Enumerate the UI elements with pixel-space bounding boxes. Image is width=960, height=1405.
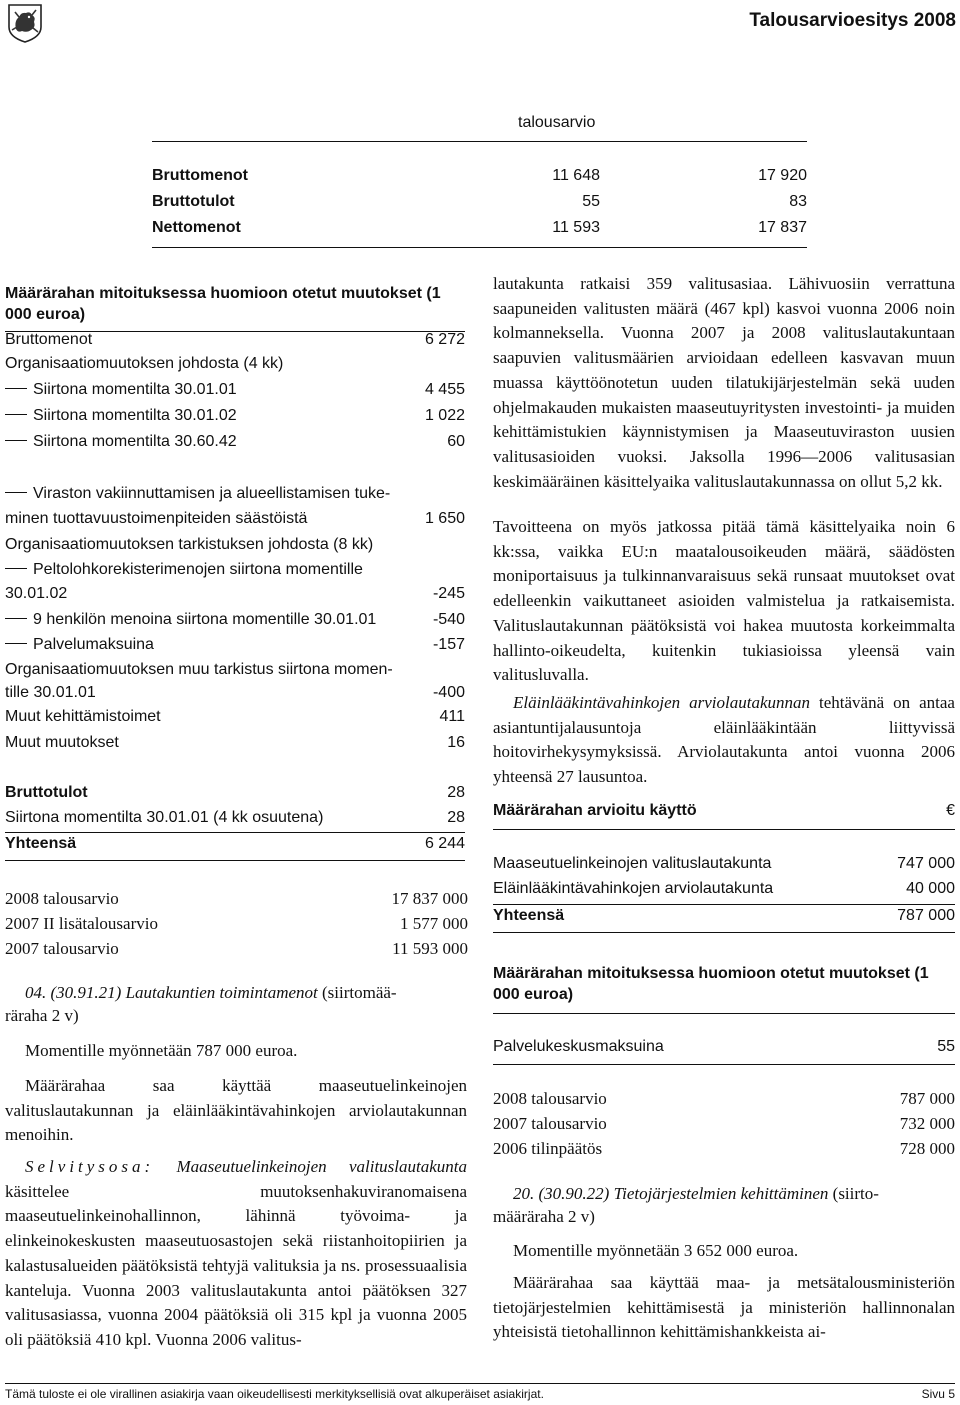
budget-value: 732 000 [899, 1114, 955, 1133]
usage-total-label: Yhteensä [493, 907, 565, 924]
usage-total-bottom-rule [493, 932, 955, 933]
section-04-usage: Määrärahaa saa käyttää maaseutuelinkeinojen valituslautakunnan ja eläinlääkintävahinkojen arviolautakunnan menoihin. [5, 1076, 467, 1144]
bruttomenot-value: 6 272 [424, 331, 465, 348]
bruttotulot-label: Bruttotulot [5, 784, 88, 801]
palvelu-row: Palvelumaksuina [5, 636, 154, 654]
top-row-value: 17 837 [758, 219, 807, 236]
usage-row-value: 747 000 [897, 855, 955, 872]
palvelukeskus-rule [493, 1064, 955, 1065]
palvelukeskus-value: 55 [937, 1038, 955, 1055]
left-total-label: Yhteensä [5, 835, 77, 852]
viraston-row: Viraston vakiinnuttamisen ja alueellistamisen tuke- [5, 485, 390, 503]
right-changes-title: Määrärahan mitoituksessa huomioon otetut muutokset (1 000 euroa) [493, 965, 929, 1003]
top-row-value: 83 [789, 193, 807, 210]
top-row-label: Nettomenot [152, 219, 241, 236]
usage-title: Määrärahan arvioitu käyttö [493, 802, 697, 819]
org-change-label: Organisaatiomuutoksen johdosta (4 kk) [5, 355, 284, 372]
transfer-value: 4 455 [424, 381, 465, 398]
section-20-usage: Määrärahaa saa käyttää maa- ja metsätalousministeriön tietojärjestelmien kehittämisestä ja ministeriön hallinnonalan yhteisistä tietohallinnon kehittämishankkeista ai- [493, 1273, 955, 1342]
usage-rule [493, 829, 955, 830]
right-paragraph-1: lautakunta ratkaisi 359 valitusasiaa. Lähivuosiin verrattuna saapuneiden valitusten määrä (467 kpl) kasvoi vuonna 2006 noin kolmanneksella. Vuonna 2007 ja 2008 valituslautakuntaan saapuvien valitusmäärien arvioidaan edelleen kasvavan muun muassa käyttöönotetun uuden tilatukijärjestelmän sekä uuden ohjelmakauden mukaisten maaseutuyritysten investointi- ja muiden kehittämistukien käynnistymisen ja Maaseutuviraston uusien valitusasioiden vuoksi. Jaksolla 1996—2006 valitusasian keskimääräinen käsittelyaika valituslautakunnassa on ollut 5,2 kk. [493, 274, 955, 491]
budget-row [493, 1139, 955, 1159]
logo-emblem [5, 3, 45, 43]
transfer-row: Siirtona momentilta 30.60.42 [5, 433, 237, 451]
muut-value: 16 [447, 734, 465, 751]
bruttotulot-value: 28 [447, 784, 465, 801]
kehitys-label: Muut kehittämistoimet [5, 708, 161, 725]
palvelukeskus-label: Palvelukeskusmaksuina [493, 1038, 664, 1055]
left-total-rule [5, 832, 465, 833]
budget-row [5, 939, 468, 959]
budget-label: 2007 II lisätalousarvio [5, 914, 158, 933]
muu-row: Organisaatiomuutoksen muu tarkistus siirtona momen- [5, 661, 393, 678]
budget-label: 2007 talousarvio [493, 1114, 607, 1133]
pelto-row-cont: 30.01.02 [5, 585, 68, 602]
section-20-grant: Momentille myönnetään 3 652 000 euroa. [513, 1241, 799, 1260]
top-row-label: Bruttotulot [152, 193, 235, 210]
budget-label: 2008 talousarvio [5, 889, 119, 908]
usage-row-label: Maaseutuelinkeinojen valituslautakunta [493, 855, 772, 872]
section-20-title-cont: määräraha 2 v) [493, 1207, 595, 1226]
henkilo-row: 9 henkilön menoina siirtona momentille 30.01.01 [5, 611, 376, 629]
siirto-tulot-label: Siirtona momentilta 30.01.01 (4 kk osuutena) [5, 809, 324, 826]
right-paragraph-3: Eläinlääkintävahinkojen arviolautakunnan tehtävänä on antaa asiantuntijalausuntoja eläinlääkintään liittyvissä hoitovirhekysymyksissä. Arviolautakunta antoi vuonna 2006 yhteensä 27 lausuntoa. [493, 693, 955, 787]
footer-rule [5, 1383, 955, 1384]
henkilo-value: -540 [432, 611, 465, 628]
budget-row [5, 889, 468, 909]
budget-row [493, 1114, 955, 1134]
transfer-value: 1 022 [424, 407, 465, 424]
budget-value: 1 577 000 [400, 914, 468, 933]
usage-row-label: Eläinlääkintävahinkojen arviolautakunta [493, 880, 774, 897]
budget-value: 17 837 000 [391, 889, 468, 908]
transfer-row: Siirtona momentilta 30.01.01 [5, 381, 237, 399]
budget-value: 11 593 000 [392, 939, 468, 958]
left-changes-title: Määrärahan mitoituksessa huomioon otetut muutokset (1 000 euroa) [5, 285, 441, 323]
pelto-row: Peltolohkorekisterimenojen siirtona momentille [5, 561, 363, 579]
page-title: Talousarvioesitys 2008 [749, 10, 956, 31]
left-total-value: 6 244 [424, 835, 465, 852]
selvitys-paragraph: Selvitysosa: Maaseutuelinkeinojen valituslautakunta käsittelee muutoksenhakuviranomaisena maaseutuelinkeinohallinnon, lähinnä työvoima- ja elinkeinokeskusten maaseutuosastojen sekä riistanhoitopiirien ja kalastusalueiden päätöksistä tehtyjä valituksia ja ns. prosessuaalisia kanteluja. Vuonna 2003 valituslautakunta antoi päätöksen 327 valitusasiassa, vuonna 2004 päätöksiä oli 315 kpl ja vuonna 2005 oli päätöksiä 410 kpl. Vuonna 2006 valitus- [5, 1157, 467, 1349]
budget-value: 787 000 [899, 1089, 955, 1108]
right-changes-rule [493, 1013, 955, 1014]
top-table-rule [152, 141, 807, 142]
section-04-title-cont: räraha 2 v) [5, 1006, 79, 1025]
left-total-bottom-rule [5, 860, 465, 861]
section-20-title: 20. (30.90.22) Tietojärjestelmien kehittäminen (siirto- [513, 1184, 879, 1203]
top-table-column-header: talousarvio [518, 114, 596, 131]
kehitys-value: 411 [439, 708, 465, 725]
section-04-title: 04. (30.91.21) Lautakuntien toimintamenot (siirtomää- [25, 983, 397, 1002]
usage-total-value: 787 000 [897, 907, 955, 924]
finnish-lion-emblem-icon [5, 3, 45, 43]
footer-page-number: Sivu 5 [921, 1387, 955, 1401]
budget-label: 2006 tilinpäätös [493, 1139, 603, 1158]
budget-label: 2008 talousarvio [493, 1089, 607, 1108]
budget-row [493, 1089, 955, 1109]
top-row-label: Bruttomenot [152, 167, 248, 184]
muu-row-cont: tille 30.01.01 [5, 684, 96, 701]
right-paragraph-2: Tavoitteena on myös jatkossa pitää tämä käsittelyaika noin 6 kk:ssa, vaikka EU:n maatalousoikeuden määrä, säädösten moniportaisuus ja tulkinnanvaraisuus sekä runsaat muutokset ovat edelleenkin vaikuttaneet asioiden valmistelua ja ratkaisemista. Valituslautakunnan päätöksistä voi hakea muutosta korkeimmalta hallinto-oikeudelta, kuitenkin tukiasioissa yleensä vain valitusluvalla. [493, 517, 955, 685]
top-row-value: 17 920 [758, 167, 807, 184]
palvelu-value: -157 [432, 636, 465, 653]
viraston-row-cont: minen tuottavuustoimenpiteiden säästöistä [5, 510, 308, 527]
usage-total-rule [493, 904, 955, 905]
muu-value: -400 [432, 684, 465, 701]
transfer-value: 60 [447, 433, 465, 450]
top-row-value: 11 648 [552, 167, 600, 184]
budget-row [5, 914, 468, 934]
budget-value: 728 000 [899, 1139, 955, 1158]
siirto-tulot-value: 28 [447, 809, 465, 826]
pelto-value: -245 [432, 585, 465, 602]
transfer-row: Siirtona momentilta 30.01.02 [5, 407, 237, 425]
footer-note: Tämä tuloste ei ole virallinen asiakirja vaan oikeudellisesti merkityksellisiä ovat alkuperäiset asiakirjat. [5, 1387, 544, 1401]
top-table-bottom-rule [152, 247, 807, 248]
bruttomenot-label: Bruttomenot [5, 331, 93, 348]
top-row-value: 11 593 [552, 219, 600, 236]
top-row-value: 55 [582, 193, 600, 210]
section-04-grant: Momentille myönnetään 787 000 euroa. [25, 1041, 298, 1060]
usage-unit: € [946, 802, 955, 819]
usage-row-value: 40 000 [906, 880, 955, 897]
budget-label: 2007 talousarvio [5, 939, 119, 958]
org-check-label: Organisaatiomuutoksen tarkistuksen johdosta (8 kk) [5, 536, 374, 553]
muut-label: Muut muutokset [5, 734, 119, 751]
viraston-value: 1 650 [424, 510, 465, 527]
